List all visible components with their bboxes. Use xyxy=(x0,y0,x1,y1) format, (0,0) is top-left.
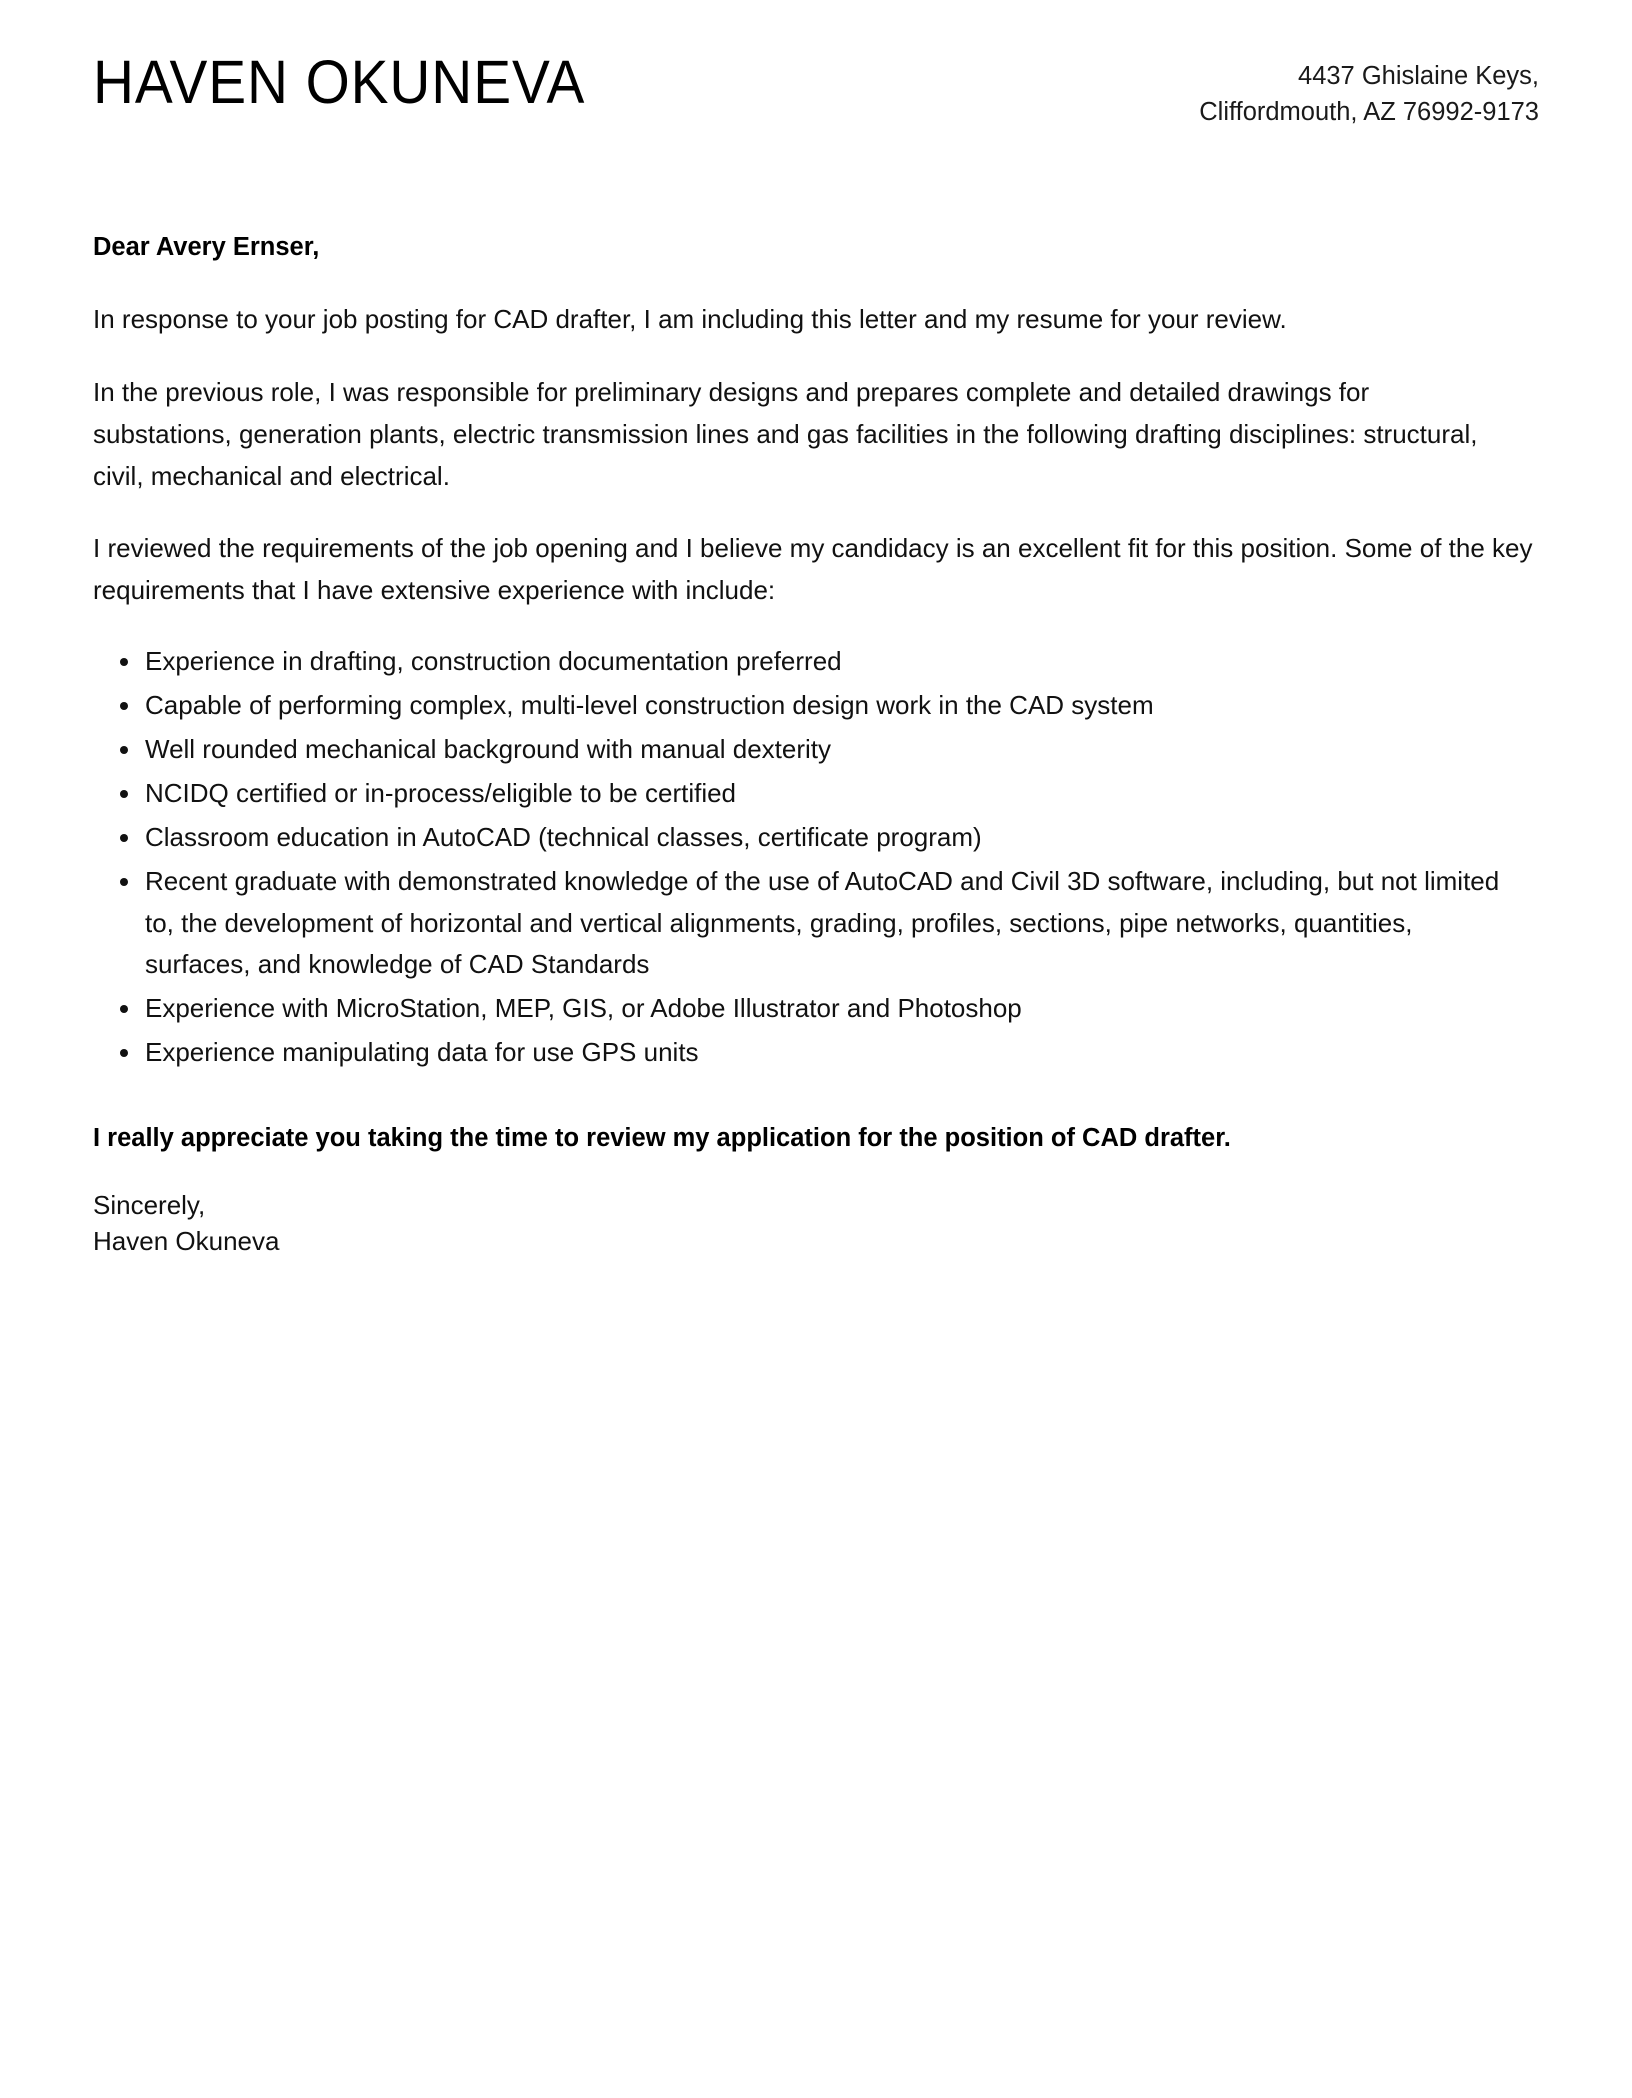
signer-name: Haven Okuneva xyxy=(93,1226,280,1257)
closing-statement: I really appreciate you taking the time to review my application for the position of CAD drafter. xyxy=(93,1123,1231,1152)
address-block xyxy=(1199,52,1539,130)
address-line-street: 4437 Ghislaine Keys, xyxy=(1298,62,1539,90)
list-item: Experience manipulating data for use GPS units xyxy=(93,1032,1505,1073)
list-item: Classroom education in AutoCAD (technical classes, certificate program) xyxy=(93,817,1505,858)
name-block xyxy=(93,48,622,116)
applicant-name: HAVEN OKUNEVA xyxy=(93,48,586,116)
salutation: Dear Avery Ernser, xyxy=(93,233,320,261)
body-paragraph-3: I reviewed the requirements of the job opening and I believe my candidacy is an excellent fit for this position. Some of the key requirements that I have extensive experience with include: xyxy=(93,532,1533,605)
body-paragraph-1: In response to your job posting for CAD drafter, I am including this letter and my resume for your review. xyxy=(93,304,1287,335)
list-item: Well rounded mechanical background with manual dexterity xyxy=(93,729,1505,770)
letter-body xyxy=(93,230,1539,1260)
list-item: Recent graduate with demonstrated knowledge of the use of AutoCAD and Civil 3D software, including, but not limited to, the development of horizontal and vertical alignments, grading, profiles, sections, pipe networks, quantities, surfaces, and knowledge of CAD Standards xyxy=(93,861,1505,984)
letterhead xyxy=(93,0,1539,164)
valediction: Sincerely, xyxy=(93,1189,206,1220)
list-item: Capable of performing complex, multi-level construction design work in the CAD system xyxy=(93,685,1505,726)
list-item: NCIDQ certified or in-process/eligible to be certified xyxy=(93,773,1505,814)
list-item: Experience with MicroStation, MEP, GIS, or Adobe Illustrator and Photoshop xyxy=(93,988,1505,1029)
signoff-block xyxy=(93,1187,1539,1261)
body-paragraph-2: In the previous role, I was responsible for preliminary designs and prepares complete and detailed drawings for substations, generation plants, electric transmission lines and gas facilities in the following drafting disciplines: structural, civil, mechanical and electrical. xyxy=(93,376,1478,491)
address-line-city-state-zip: Cliffordmouth, AZ 76992-9173 xyxy=(1199,98,1539,127)
requirements-list xyxy=(93,641,1539,1073)
list-item: Experience in drafting, construction documentation preferred xyxy=(93,641,1505,682)
